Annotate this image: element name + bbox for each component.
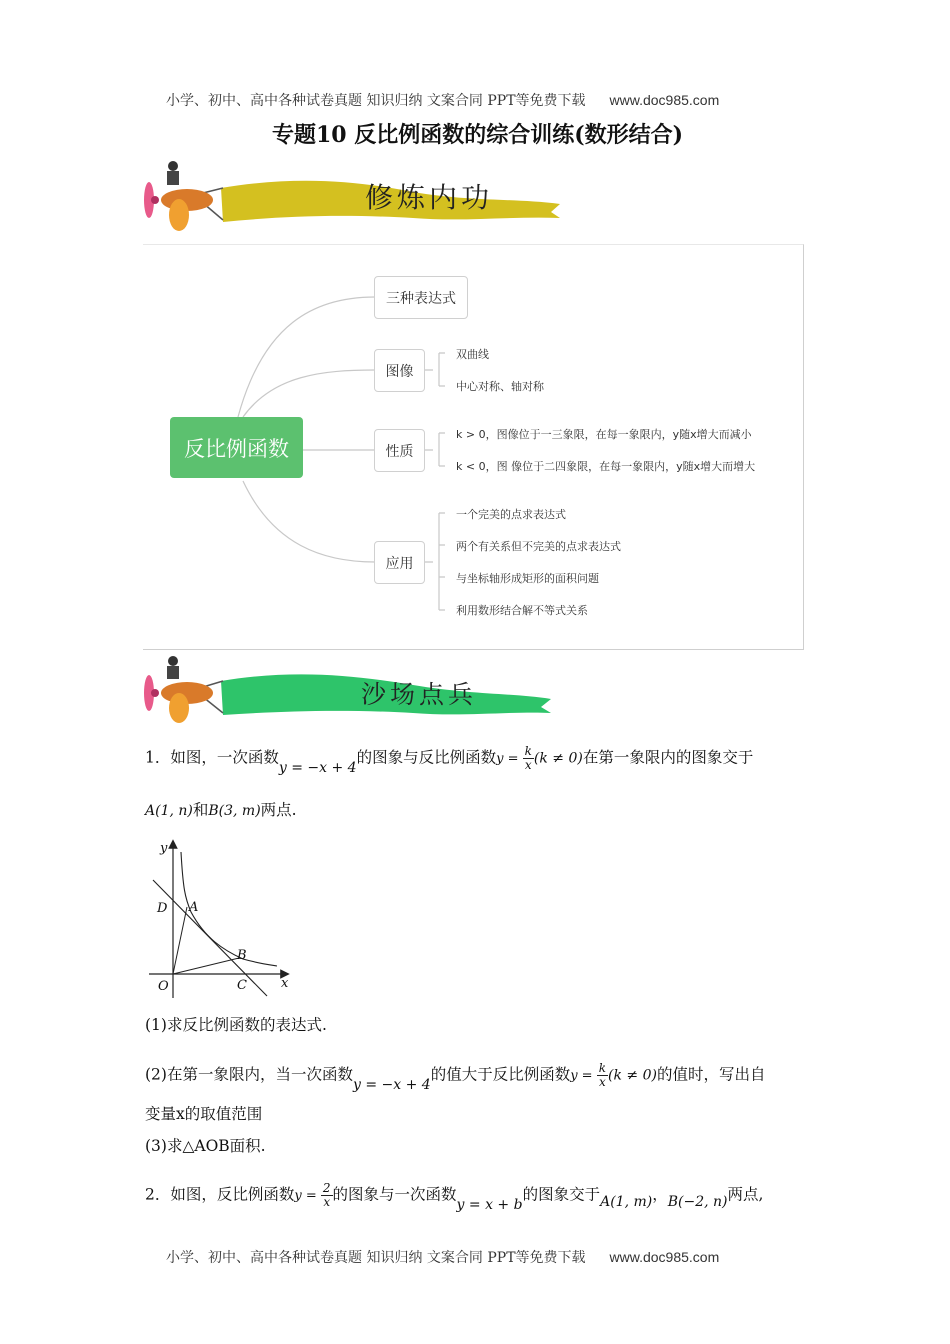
q2-fraction: $\frac{2}{x}$ (322, 1181, 331, 1210)
label-A: A (189, 900, 199, 915)
q1-line1: 1．如图，一次函数y = −x + 4的图象与反比例函数y = $\frac{k}{x}$ (k ≠ 0)在第一象限内的图象交于 (145, 744, 754, 776)
q1-sub1: (1)求反比例函数的表达式. (145, 1016, 327, 1034)
q1-sub2-cont: 变量x的取值范围 (145, 1105, 263, 1123)
q2-text: 的图象与一次函数 (332, 1185, 457, 1204)
mindmap-branch-properties: 性质 (374, 429, 425, 472)
mindmap-branch-graph: 图像 (374, 349, 425, 392)
q1-k-condition: (k ≠ 0) (533, 750, 583, 767)
q1-text: 的值大于反比例函数 (430, 1065, 571, 1084)
q1-line2 (145, 803, 297, 819)
mindmap-leaf: 双曲线 (456, 348, 489, 361)
label-x: x (281, 976, 289, 991)
q1-fraction: $\frac{k}{x}$ (598, 1061, 606, 1090)
q1-text: (2)在第一象限内，当一次函数 (145, 1065, 353, 1084)
q1-point-b: B(3, m) (208, 803, 261, 819)
section-banner-training (143, 158, 573, 238)
segment-OB (173, 958, 239, 974)
q2-line1: 2．如图，反比例函数y = $\frac{2}{x}$ 的图象与一次函数y = x + b的图象交于A(1, m)，B(−2, n)两点, (145, 1181, 764, 1213)
q2-linear-eq: y = x + b (456, 1196, 523, 1213)
label-B: B (237, 948, 247, 963)
q1-k-condition: (k ≠ 0) (608, 1067, 657, 1084)
q1-text: 1．如图，一次函数 (145, 748, 279, 767)
q1-fraction: $\frac{k}{x}$ (524, 744, 532, 773)
label-y: y (160, 841, 168, 856)
label-C: C (237, 978, 247, 993)
page-footer (166, 1247, 719, 1267)
section-banner-practice (143, 655, 573, 730)
q1-linear-eq: y = −x + 4 (352, 1076, 431, 1093)
mindmap-leaf: 两个有关系但不完美的点求表达式 (456, 540, 621, 553)
mindmap-leaf: 利用数形结合解不等式关系 (456, 604, 588, 617)
label-D: D (157, 901, 168, 916)
q2-point-b: B(−2, n) (667, 1193, 728, 1210)
airplane-banner-graphic (143, 655, 573, 730)
q1-text: 在第一象限内的图象交于 (582, 748, 754, 767)
q1-text: 的值时，写出自 (656, 1065, 766, 1084)
section-title-training: 修炼内功 (365, 181, 494, 214)
mindmap-leaf: k < 0，图 像位于二四象限，在每一象限内，y随x增大而增大 (456, 460, 756, 473)
q1-text: 的图象与反比例函数 (356, 748, 497, 767)
airplane-banner-graphic (143, 158, 573, 238)
header-text: 小学、初中、高中各种试卷真题 知识归纳 文案合同 PPT等免费下载 (166, 93, 586, 109)
q1-sub2: (2)在第一象限内，当一次函数y = −x + 4的值大于反比例函数y = $\frac{k}{x}$ (k ≠ 0)的值时，写出自 (145, 1061, 766, 1093)
header-site-link[interactable]: www.doc985.com (609, 92, 720, 108)
footer-text: 小学、初中、高中各种试卷真题 知识归纳 文案合同 PPT等免费下载 (166, 1250, 586, 1266)
mindmap-branch-application: 应用 (374, 541, 425, 584)
q1-text: 两点. (260, 801, 297, 819)
mindmap-panel (143, 244, 804, 650)
mindmap-branch-expressions: 三种表达式 (374, 276, 468, 319)
q1-linear-eq: y = −x + 4 (278, 759, 357, 776)
q2-text: 2．如图，反比例函数 (145, 1185, 295, 1204)
footer-site-link[interactable]: www.doc985.com (609, 1249, 720, 1265)
mindmap-root: 反比例函数 (170, 417, 303, 478)
mindmap-leaf: k > 0，图像位于一三象限，在每一象限内，y随x增大而减小 (456, 428, 752, 441)
q1-text: 和 (192, 801, 209, 819)
page-header (166, 90, 719, 110)
q2-point-a: A(1, m) (600, 1193, 653, 1210)
segment-OA (173, 907, 187, 974)
q1-figure (145, 838, 290, 1002)
label-O: O (158, 979, 169, 994)
page-title: 专题10 反比例函数的综合训练(数形结合) (272, 122, 684, 148)
q1-point-a: A(1, n) (145, 803, 193, 819)
q2-text: 两点, (727, 1185, 764, 1204)
mindmap-leaf: 与坐标轴形成矩形的面积问题 (456, 572, 599, 585)
q2-text: 的图象交于 (522, 1185, 601, 1204)
mindmap-leaf: 中心对称、轴对称 (456, 380, 544, 393)
q1-sub3: (3)求△AOB面积. (145, 1137, 266, 1155)
q2-text: ， (652, 1185, 668, 1204)
mindmap-leaf: 一个完美的点求表达式 (456, 508, 566, 521)
section-title-practice: 沙场点兵 (361, 680, 478, 709)
